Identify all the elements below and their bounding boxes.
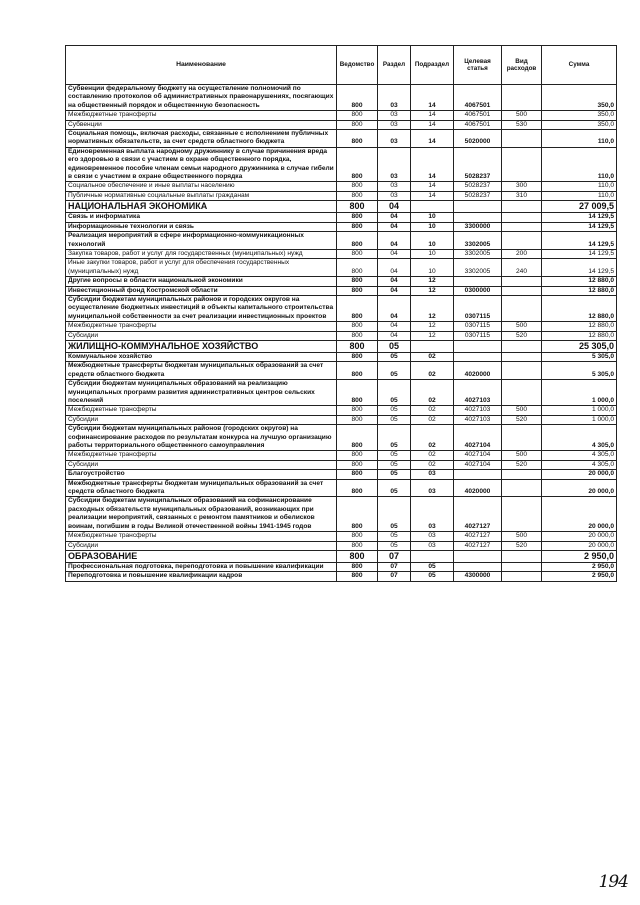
section-row [66,201,617,213]
cell-celevaya-statya: 5028237 [454,147,502,182]
cell-celevaya-statya: 4027103 [454,406,502,415]
cell-celevaya-statya [454,213,502,222]
cell-summa: 2 950,0 [542,572,617,581]
cell-summa: 20 000,0 [542,470,617,479]
cell-podrazdel: 12 [411,286,454,295]
cell-vedomstvo: 800 [337,479,378,497]
table-row [66,362,617,380]
cell-podrazdel: 12 [411,322,454,331]
cell-vedomstvo: 800 [337,562,378,571]
cell-celevaya-statya: 4067501 [454,111,502,120]
table-row [66,111,617,120]
cell-razdel: 05 [378,479,411,497]
cell-podrazdel [411,340,454,352]
cell-vedomstvo: 800 [337,191,378,200]
cell-summa: 20 000,0 [542,497,617,532]
cell-summa: 1 000,0 [542,406,617,415]
cell-razdel: 04 [378,277,411,286]
cell-summa: 14 129,5 [542,259,617,277]
cell-summa: 110,0 [542,191,617,200]
header-name: Наименование [66,46,337,85]
cell-summa: 20 000,0 [542,532,617,541]
cell-vedomstvo: 800 [337,286,378,295]
cell-vedomstvo: 800 [337,380,378,406]
cell-vid-raskhodov: 520 [502,541,542,550]
cell-name: Межбюджетные трансферты [66,322,337,331]
cell-razdel: 05 [378,380,411,406]
cell-name: Субсидии бюджетам муниципальных образований на реализацию муниципальных программ развития административных центров сельских поселений [66,380,337,406]
cell-vid-raskhodov [502,497,542,532]
table-row [66,322,617,331]
cell-razdel: 05 [378,406,411,415]
cell-name: Социальная помощь, включая расходы, связанные с исполнением публичных нормативных обязательств, за счет средств областного бюджета [66,130,337,148]
cell-podrazdel: 14 [411,120,454,129]
cell-vedomstvo: 800 [337,331,378,340]
table-row [66,406,617,415]
cell-name: Закупка товаров, работ и услуг для государственных (муниципальных) нужд [66,249,337,258]
cell-vedomstvo: 800 [337,277,378,286]
cell-vedomstvo: 800 [337,362,378,380]
cell-razdel: 03 [378,120,411,129]
table-row [66,213,617,222]
cell-name: ОБРАЗОВАНИЕ [66,550,337,562]
cell-vedomstvo: 800 [337,406,378,415]
cell-vid-raskhodov [502,232,542,250]
table-row [66,451,617,460]
cell-name: Межбюджетные трансферты бюджетам муниципальных образований за счет средств областного бюджета [66,362,337,380]
cell-razdel: 04 [378,213,411,222]
cell-vedomstvo: 800 [337,232,378,250]
table-row [66,562,617,571]
cell-razdel: 05 [378,470,411,479]
cell-summa: 12 880,0 [542,277,617,286]
cell-vedomstvo: 800 [337,352,378,361]
cell-podrazdel: 03 [411,532,454,541]
cell-podrazdel: 03 [411,541,454,550]
cell-summa: 14 129,5 [542,213,617,222]
cell-celevaya-statya: 3300000 [454,222,502,231]
cell-razdel: 04 [378,286,411,295]
cell-vid-raskhodov [502,340,542,352]
cell-vedomstvo: 800 [337,451,378,460]
header-summa: Сумма [542,46,617,85]
cell-vid-raskhodov: 310 [502,191,542,200]
cell-vid-raskhodov: 500 [502,111,542,120]
cell-razdel: 03 [378,191,411,200]
cell-vid-raskhodov [502,470,542,479]
table-row [66,541,617,550]
cell-name: Профессиональная подготовка, переподготовка и повышение квалификации [66,562,337,571]
cell-name: Субсидии бюджетам муниципальных районов и городских округов на осуществление бюджетных инвестиций в объекты капитального строительства муниципальной собственности за счет реализации инвестиционных проектов [66,295,337,321]
cell-razdel: 04 [378,232,411,250]
table-row [66,277,617,286]
cell-name: Межбюджетные трансферты [66,111,337,120]
cell-vid-raskhodov [502,562,542,571]
table-row [66,191,617,200]
cell-podrazdel: 14 [411,182,454,191]
cell-celevaya-statya: 5028237 [454,182,502,191]
cell-vedomstvo: 800 [337,147,378,182]
cell-razdel: 05 [378,532,411,541]
cell-name: Субсидии [66,460,337,469]
cell-summa: 110,0 [542,130,617,148]
cell-vedomstvo: 800 [337,541,378,550]
cell-podrazdel [411,201,454,213]
cell-summa: 25 305,0 [542,340,617,352]
cell-name: НАЦИОНАЛЬНАЯ ЭКОНОМИКА [66,201,337,213]
table-row [66,85,617,111]
cell-vedomstvo: 800 [337,470,378,479]
table-row [66,497,617,532]
cell-vedomstvo: 800 [337,111,378,120]
cell-name: Коммунальное хозяйство [66,352,337,361]
cell-summa: 27 009,5 [542,201,617,213]
cell-podrazdel: 14 [411,85,454,111]
table-row [66,222,617,231]
table-row [66,249,617,258]
cell-razdel: 04 [378,201,411,213]
cell-celevaya-statya: 4020000 [454,362,502,380]
cell-celevaya-statya: 4027103 [454,380,502,406]
cell-summa: 2 950,0 [542,562,617,571]
cell-podrazdel: 03 [411,479,454,497]
cell-vid-raskhodov [502,479,542,497]
table-row [66,130,617,148]
cell-vid-raskhodov [502,147,542,182]
cell-name: Субсидии [66,331,337,340]
cell-summa: 20 000,0 [542,541,617,550]
cell-razdel: 05 [378,541,411,550]
cell-vid-raskhodov [502,286,542,295]
cell-podrazdel: 02 [411,406,454,415]
cell-summa: 20 000,0 [542,479,617,497]
cell-podrazdel: 02 [411,415,454,424]
cell-podrazdel: 14 [411,147,454,182]
table-row [66,425,617,451]
table-row [66,352,617,361]
cell-name: Межбюджетные трансферты [66,532,337,541]
cell-summa: 350,0 [542,111,617,120]
cell-razdel: 03 [378,147,411,182]
cell-summa: 110,0 [542,147,617,182]
cell-razdel: 07 [378,572,411,581]
cell-podrazdel: 12 [411,295,454,321]
table-row [66,460,617,469]
header-vedomstvo: Ведомство [337,46,378,85]
cell-summa: 110,0 [542,182,617,191]
cell-vid-raskhodov [502,130,542,148]
cell-razdel: 04 [378,222,411,231]
cell-vid-raskhodov: 500 [502,406,542,415]
table-body [66,85,617,582]
header-razdel: Раздел [378,46,411,85]
cell-celevaya-statya: 4027104 [454,451,502,460]
cell-name: Субсидии [66,541,337,550]
cell-name: Межбюджетные трансферты [66,451,337,460]
header-podrazdel: Подраздел [411,46,454,85]
cell-vid-raskhodov: 530 [502,120,542,129]
cell-podrazdel: 03 [411,470,454,479]
cell-vid-raskhodov: 500 [502,322,542,331]
cell-vedomstvo: 800 [337,295,378,321]
table-row [66,259,617,277]
cell-summa: 2 950,0 [542,550,617,562]
cell-celevaya-statya: 0307115 [454,322,502,331]
cell-celevaya-statya: 4067501 [454,120,502,129]
cell-vid-raskhodov [502,572,542,581]
table-row [66,532,617,541]
cell-name: Социальное обеспечение и иные выплаты населению [66,182,337,191]
cell-vedomstvo: 800 [337,497,378,532]
cell-summa: 12 880,0 [542,322,617,331]
cell-name: Субсидии бюджетам муниципальных районов (городских округов) на софинансирование расходов по результатам конкурса на лучшую организацию работы территориального общественного самоуправления [66,425,337,451]
cell-name: Информационные технологии и связь [66,222,337,231]
cell-podrazdel: 10 [411,249,454,258]
cell-podrazdel: 10 [411,232,454,250]
cell-name: ЖИЛИЩНО-КОММУНАЛЬНОЕ ХОЗЯЙСТВО [66,340,337,352]
cell-summa: 14 129,5 [542,232,617,250]
cell-vid-raskhodov: 300 [502,182,542,191]
cell-vedomstvo: 800 [337,259,378,277]
cell-razdel: 03 [378,111,411,120]
cell-vedomstvo: 800 [337,460,378,469]
cell-vedomstvo: 800 [337,322,378,331]
cell-vedomstvo: 800 [337,213,378,222]
cell-name: Связь и информатика [66,213,337,222]
cell-vid-raskhodov [502,425,542,451]
cell-podrazdel: 10 [411,222,454,231]
cell-vid-raskhodov [502,362,542,380]
cell-razdel: 05 [378,425,411,451]
cell-celevaya-statya: 4300000 [454,572,502,581]
cell-celevaya-statya [454,352,502,361]
cell-celevaya-statya: 4067501 [454,85,502,111]
cell-razdel: 03 [378,130,411,148]
cell-celevaya-statya: 4027104 [454,460,502,469]
cell-vedomstvo: 800 [337,532,378,541]
cell-celevaya-statya: 4027127 [454,497,502,532]
cell-celevaya-statya: 0307115 [454,331,502,340]
cell-summa: 4 305,0 [542,425,617,451]
cell-name: Субвенции федеральному бюджету на осуществление полномочий по составлению протоколов об административных правонарушениях, посягающих на общественный порядок и общественную безопасность [66,85,337,111]
cell-celevaya-statya: 5020000 [454,130,502,148]
cell-vedomstvo: 800 [337,201,378,213]
cell-vid-raskhodov: 240 [502,259,542,277]
cell-razdel: 05 [378,451,411,460]
cell-vedomstvo: 800 [337,550,378,562]
cell-razdel: 04 [378,331,411,340]
cell-vid-raskhodov: 520 [502,331,542,340]
cell-podrazdel: 02 [411,362,454,380]
cell-razdel: 03 [378,182,411,191]
cell-celevaya-statya: 4027127 [454,532,502,541]
cell-podrazdel [411,550,454,562]
cell-razdel: 05 [378,497,411,532]
cell-vid-raskhodov [502,222,542,231]
cell-name: Переподготовка и повышение квалификации кадров [66,572,337,581]
cell-razdel: 05 [378,362,411,380]
cell-vid-raskhodov: 500 [502,532,542,541]
table-row [66,479,617,497]
cell-summa: 4 305,0 [542,460,617,469]
table-header-row [66,46,617,85]
cell-podrazdel: 14 [411,191,454,200]
cell-razdel: 04 [378,295,411,321]
cell-summa: 5 305,0 [542,352,617,361]
cell-vedomstvo: 800 [337,415,378,424]
cell-podrazdel: 10 [411,259,454,277]
cell-podrazdel: 14 [411,111,454,120]
cell-name: Единовременная выплата народному дружиннику в случае причинения вреда его здоровью в связи с участием в охране общественного порядка, единовременное пособие членам семьи народного дружинника в случае гибели в связи с участием в охране общественного порядка [66,147,337,182]
cell-summa: 14 129,5 [542,222,617,231]
cell-vid-raskhodov: 520 [502,460,542,469]
cell-name: Реализация мероприятий в сфере информационно-коммуникационных технологий [66,232,337,250]
cell-vid-raskhodov [502,550,542,562]
cell-name: Межбюджетные трансферты [66,406,337,415]
cell-podrazdel: 02 [411,460,454,469]
cell-vedomstvo: 800 [337,182,378,191]
cell-name: Благоустройство [66,470,337,479]
table-row [66,415,617,424]
table-row [66,232,617,250]
cell-vid-raskhodov [502,85,542,111]
section-row [66,340,617,352]
cell-vid-raskhodov: 500 [502,451,542,460]
cell-celevaya-statya: 4020000 [454,479,502,497]
table-row [66,572,617,581]
table-row [66,380,617,406]
cell-vedomstvo: 800 [337,130,378,148]
cell-celevaya-statya [454,277,502,286]
cell-name: Субвенции [66,120,337,129]
cell-name: Публичные нормативные социальные выплаты гражданам [66,191,337,200]
cell-celevaya-statya [454,562,502,571]
table-row [66,286,617,295]
cell-name: Межбюджетные трансферты бюджетам муниципальных образований за счет средств областного бюджета [66,479,337,497]
section-row [66,550,617,562]
cell-celevaya-statya: 0300000 [454,286,502,295]
cell-vedomstvo: 800 [337,572,378,581]
cell-celevaya-statya: 3302005 [454,232,502,250]
cell-podrazdel: 05 [411,572,454,581]
cell-razdel: 07 [378,562,411,571]
table-row [66,182,617,191]
cell-summa: 1 000,0 [542,415,617,424]
cell-razdel: 05 [378,460,411,469]
cell-summa: 350,0 [542,120,617,129]
cell-podrazdel: 14 [411,130,454,148]
cell-vedomstvo: 800 [337,85,378,111]
cell-podrazdel: 02 [411,352,454,361]
cell-vedomstvo: 800 [337,425,378,451]
header-celevaya-statya: Целевая статья [454,46,502,85]
cell-celevaya-statya: 3302005 [454,249,502,258]
cell-razdel: 05 [378,352,411,361]
cell-celevaya-statya: 3302005 [454,259,502,277]
cell-vid-raskhodov: 520 [502,415,542,424]
cell-razdel: 04 [378,259,411,277]
cell-celevaya-statya: 5028237 [454,191,502,200]
cell-podrazdel: 10 [411,213,454,222]
table-row [66,120,617,129]
cell-razdel: 05 [378,415,411,424]
cell-podrazdel: 12 [411,277,454,286]
cell-vid-raskhodov [502,380,542,406]
cell-celevaya-statya [454,470,502,479]
cell-podrazdel: 02 [411,451,454,460]
cell-vedomstvo: 800 [337,249,378,258]
cell-name: Субсидии бюджетам муниципальных образований на софинансирование расходных обязательств муниципальных образований, возникающих при реализации мероприятий, связанных с ремонтом памятников и обелисков воинам, погибшим в годы Великой отечественной войны 1941-1945 годов [66,497,337,532]
cell-summa: 12 880,0 [542,295,617,321]
cell-name: Иные закупки товаров, работ и услуг для обеспечения государственных (муниципальных) нужд [66,259,337,277]
cell-razdel: 03 [378,85,411,111]
cell-razdel: 05 [378,340,411,352]
cell-vid-raskhodov [502,277,542,286]
cell-razdel: 04 [378,322,411,331]
table-row [66,295,617,321]
cell-vid-raskhodov [502,213,542,222]
cell-summa: 5 305,0 [542,362,617,380]
table-row [66,147,617,182]
header-vid-raskhodov: Вид расходов [502,46,542,85]
cell-name: Инвестиционный фонд Костромской области [66,286,337,295]
cell-vedomstvo: 800 [337,222,378,231]
cell-podrazdel: 02 [411,425,454,451]
page-number: 194 [598,872,628,892]
cell-summa: 1 000,0 [542,380,617,406]
cell-podrazdel: 05 [411,562,454,571]
cell-celevaya-statya: 4027127 [454,541,502,550]
cell-vid-raskhodov [502,295,542,321]
cell-vid-raskhodov [502,201,542,213]
cell-summa: 350,0 [542,85,617,111]
cell-celevaya-statya: 0307115 [454,295,502,321]
cell-celevaya-statya [454,201,502,213]
table-row [66,331,617,340]
cell-summa: 12 880,0 [542,286,617,295]
cell-podrazdel: 02 [411,380,454,406]
cell-razdel: 07 [378,550,411,562]
budget-table [65,45,617,582]
table-row [66,470,617,479]
cell-podrazdel: 03 [411,497,454,532]
cell-razdel: 04 [378,249,411,258]
cell-podrazdel: 12 [411,331,454,340]
cell-vid-raskhodov [502,352,542,361]
cell-celevaya-statya [454,340,502,352]
cell-vid-raskhodov: 200 [502,249,542,258]
cell-summa: 14 129,5 [542,249,617,258]
cell-celevaya-statya: 4027103 [454,415,502,424]
cell-vedomstvo: 800 [337,340,378,352]
cell-celevaya-statya: 4027104 [454,425,502,451]
cell-celevaya-statya [454,550,502,562]
cell-name: Субсидии [66,415,337,424]
cell-summa: 4 305,0 [542,451,617,460]
cell-name: Другие вопросы в области национальной экономики [66,277,337,286]
cell-vedomstvo: 800 [337,120,378,129]
cell-summa: 12 880,0 [542,331,617,340]
